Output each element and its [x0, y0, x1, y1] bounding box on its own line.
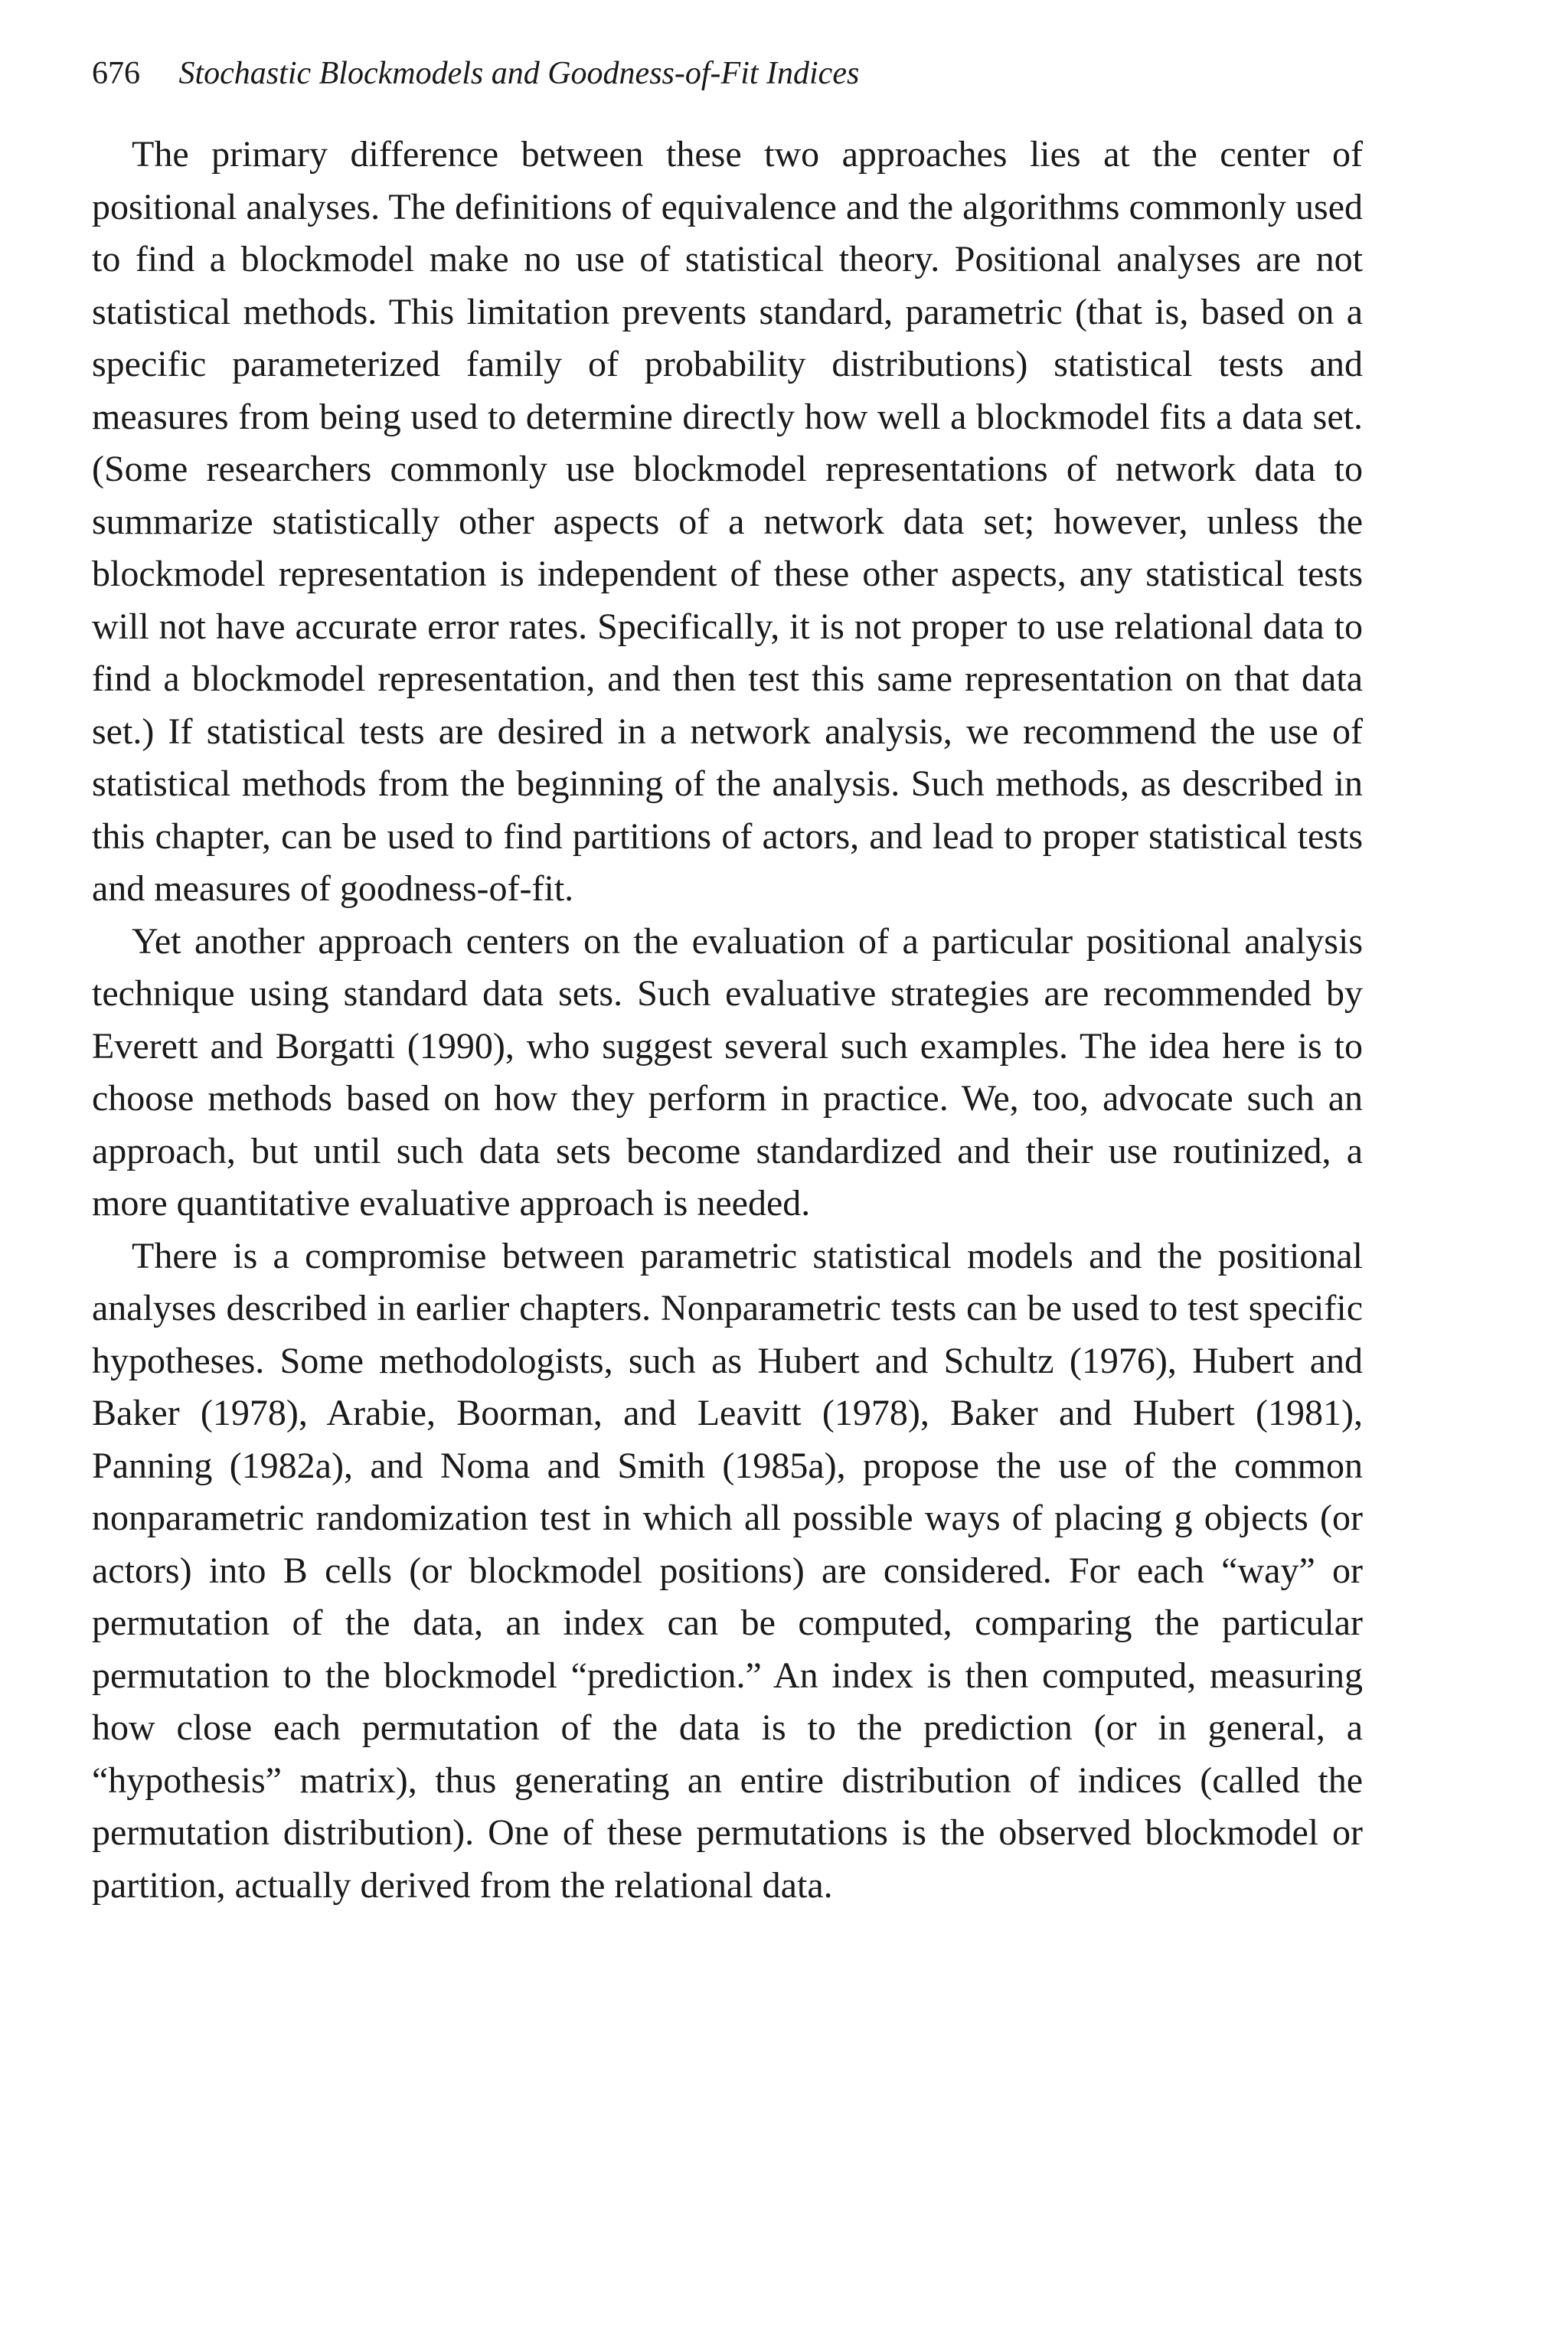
- paragraph-2: Yet another approach centers on the evaluation of a particular positional analysis technique using standard data sets. Such evaluative strategies are recommended by Everett and Borgatti (1990), who suggest several such examples. The idea here is to choose methods based on how they perform in practice. We, too, advocate such an approach, but until such data sets become standardized and their use routinized, a more quantitative evaluative approach is needed.: [92, 920, 1363, 1224]
- running-title: Stochastic Blockmodels and Goodness-of-Fit Indices: [178, 56, 860, 91]
- running-head: [92, 51, 1363, 96]
- body-text: [92, 129, 1363, 1912]
- page-number: 676: [92, 56, 140, 91]
- paragraph-1: The primary difference between these two approaches lies at the center of positional analyses. The definitions of equivalence and the algorithms commonly used to find a blockmodel make no use of statistical theory. Positional analyses are not statistical methods. This limitation prevents standard, parametric (that is, based on a specific parameterized family of probability distributions) statistical tests and measures from being used to determine directly how well a blockmodel fits a data set. (Some researchers commonly use blockmodel representations of network data to summarize statistically other aspects of a network data set; however, unless the blockmodel representation is independent of these other aspects, any statistical tests will not have accurate error rates. Specifically, it is not proper to use relational data to find a blockmodel representation, and then test this same representation on that data set.) If statistical tests are desired in a network analysis, we recommend the use of statistical methods from the beginning of the analysis. Such methods, as described in this chapter, can be used to find partitions of actors, and lead to proper statistical tests and measures of goodness-of-fit.: [92, 134, 1363, 909]
- paragraph-3: There is a compromise between parametric statistical models and the positional analyses described in earlier chapters. Nonparametric tests can be used to test specific hypotheses. Some methodologists, such as Hubert and Schultz (1976), Hubert and Baker (1978), Arabie, Boorman, and Leavitt (1978), Baker and Hubert (1981), Panning (1982a), and Noma and Smith (1985a), propose the use of the common nonparametric randomization test in which all possible ways of placing g objects (or actors) into B cells (or blockmodel positions) are considered. For each “way” or permutation of the data, an index can be computed, comparing the particular permutation to the blockmodel “prediction.” An index is then computed, measuring how close each permutation of the data is to the prediction (or in general, a “hypothesis” matrix), thus generating an entire distribution of indices (called the permutation distribution). One of these permutations is the observed blockmodel or partition, actually derived from the relational data.: [92, 1235, 1363, 1906]
